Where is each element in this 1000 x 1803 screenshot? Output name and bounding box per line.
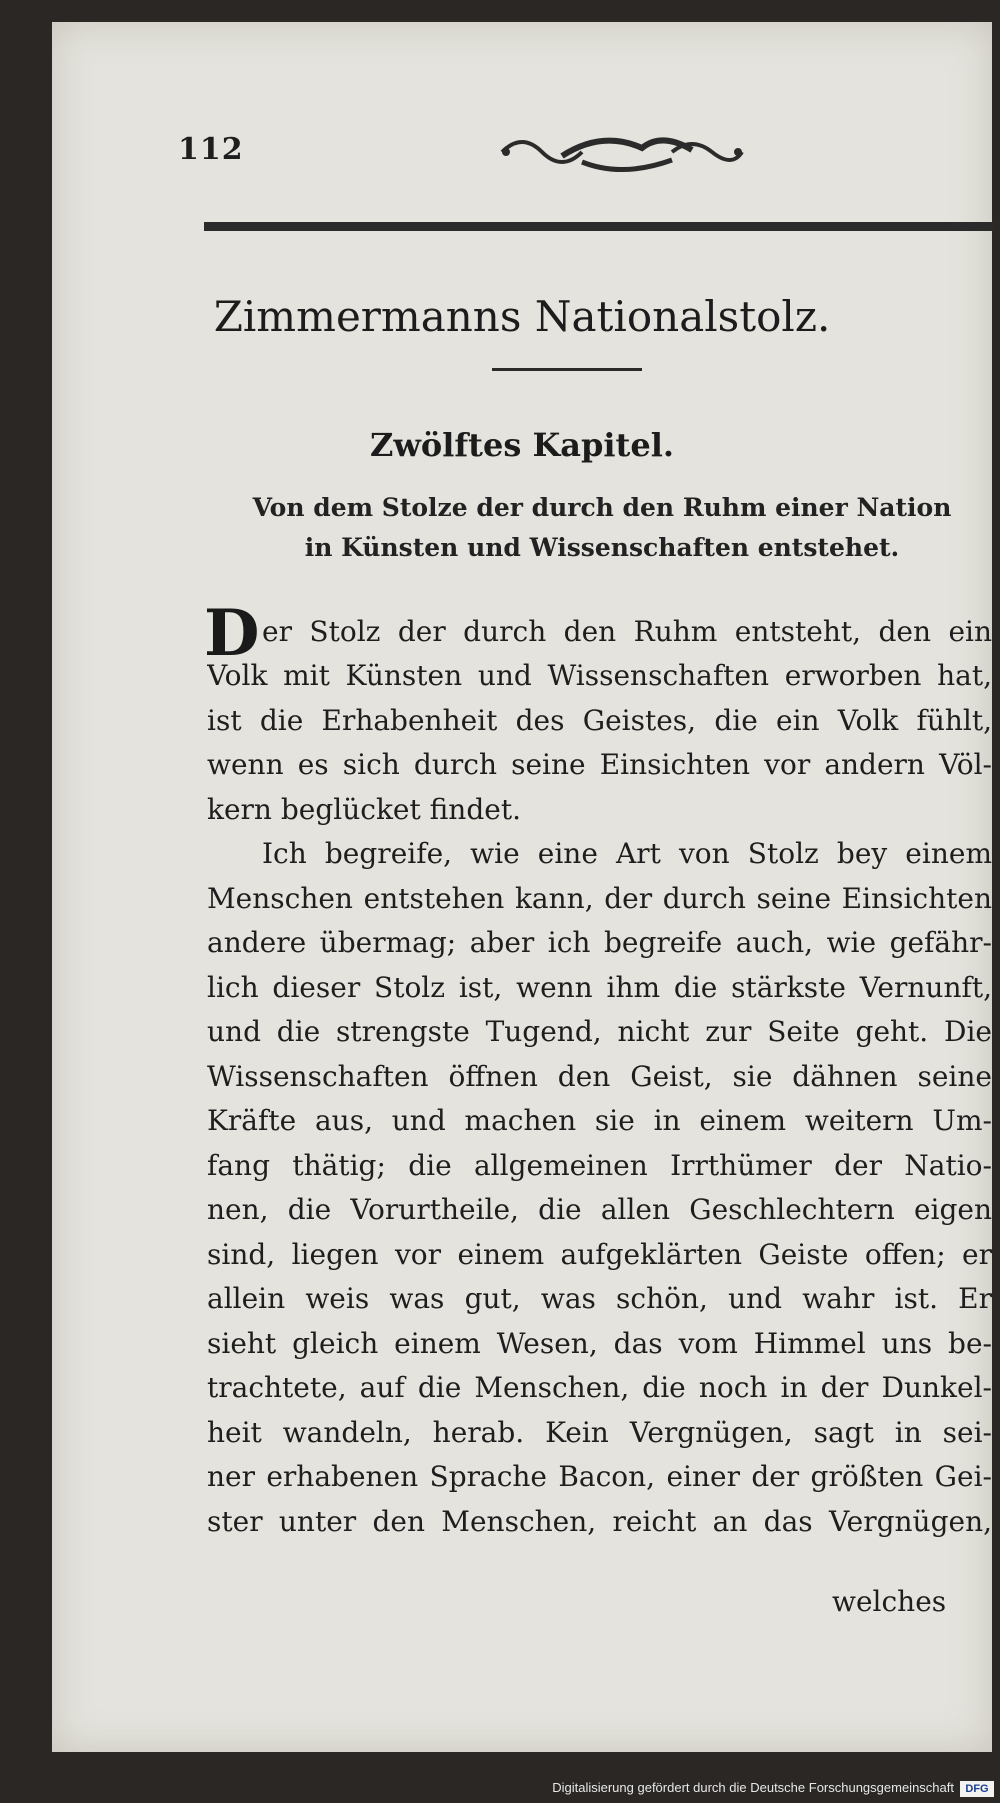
book-page [52, 22, 992, 1752]
body-line: wenn es sich durch seine Einsichten vor andern Völ- [207, 748, 992, 781]
chapter-number: Zwölftes Kapitel. [370, 426, 674, 464]
body-line: Ich begreife, wie eine Art von Stolz bey einem [262, 837, 992, 870]
body-line: lich dieser Stolz ist, wenn ihm die stärkste Vernunft, [207, 971, 992, 1004]
body-line: er Stolz der durch den Ruhm entsteht, den ein [262, 615, 992, 648]
body-line: und die strengste Tugend, nicht zur Seite geht. Die [207, 1015, 992, 1048]
chapter-summary-line: Von dem Stolze der durch den Ruhm einer Nation [252, 493, 952, 522]
body-line: fang thätig; die allgemeinen Irrthümer der Natio- [207, 1149, 992, 1182]
body-line: andere übermag; aber ich begreife auch, wie gefähr- [207, 926, 992, 959]
body-line: kern beglücket findet. [207, 793, 521, 826]
chapter-summary-line: in Künsten und Wissenschaften entstehet. [304, 533, 900, 562]
body-line: allein weis was gut, was schön, und wahr ist. Er [207, 1282, 992, 1315]
top-rule [204, 222, 994, 231]
body-line: Volk mit Künsten und Wissenschaften erworben hat, [207, 659, 992, 692]
body-line: Menschen entstehen kann, der durch seine Einsichten [207, 882, 992, 915]
body-line: heit wandeln, herab. Kein Vergnügen, sagt in sei- [207, 1416, 992, 1449]
body-line: trachtete, auf die Menschen, die noch in der Dunkel- [207, 1371, 992, 1404]
body-line: ist die Erhabenheit des Geistes, die ein Volk fühlt, [207, 704, 992, 737]
heading-rule [492, 368, 642, 371]
chapter-summary [212, 488, 992, 568]
body-line: sind, liegen vor einem aufgeklärten Geiste offen; er [207, 1238, 992, 1271]
body-line: Wissenschaften öffnen den Geist, sie dähnen seine [207, 1060, 992, 1093]
drop-cap: D [204, 596, 260, 671]
catchword: welches [832, 1585, 947, 1618]
chapter-heading: Zimmermanns Nationalstolz. [213, 292, 831, 341]
dfg-logo: DFG [960, 1781, 994, 1797]
body-line: sieht gleich einem Wesen, das vom Himmel uns be- [207, 1327, 992, 1360]
page-number: 112 [178, 132, 244, 167]
body-line: Kräfte aus, und machen sie in einem weitern Um- [207, 1104, 992, 1137]
body-line: nen, die Vorurtheile, die allen Geschlechtern eigen [207, 1193, 992, 1226]
body-line: ster unter den Menschen, reicht an das Vergnügen, [207, 1505, 992, 1538]
decorative-ornament [492, 122, 752, 182]
digitization-credit: Digitalisierung gefördert durch die Deutsche Forschungsgemeinschaft [552, 1780, 954, 1795]
body-line: ner erhabenen Sprache Bacon, einer der größten Gei- [207, 1460, 992, 1493]
